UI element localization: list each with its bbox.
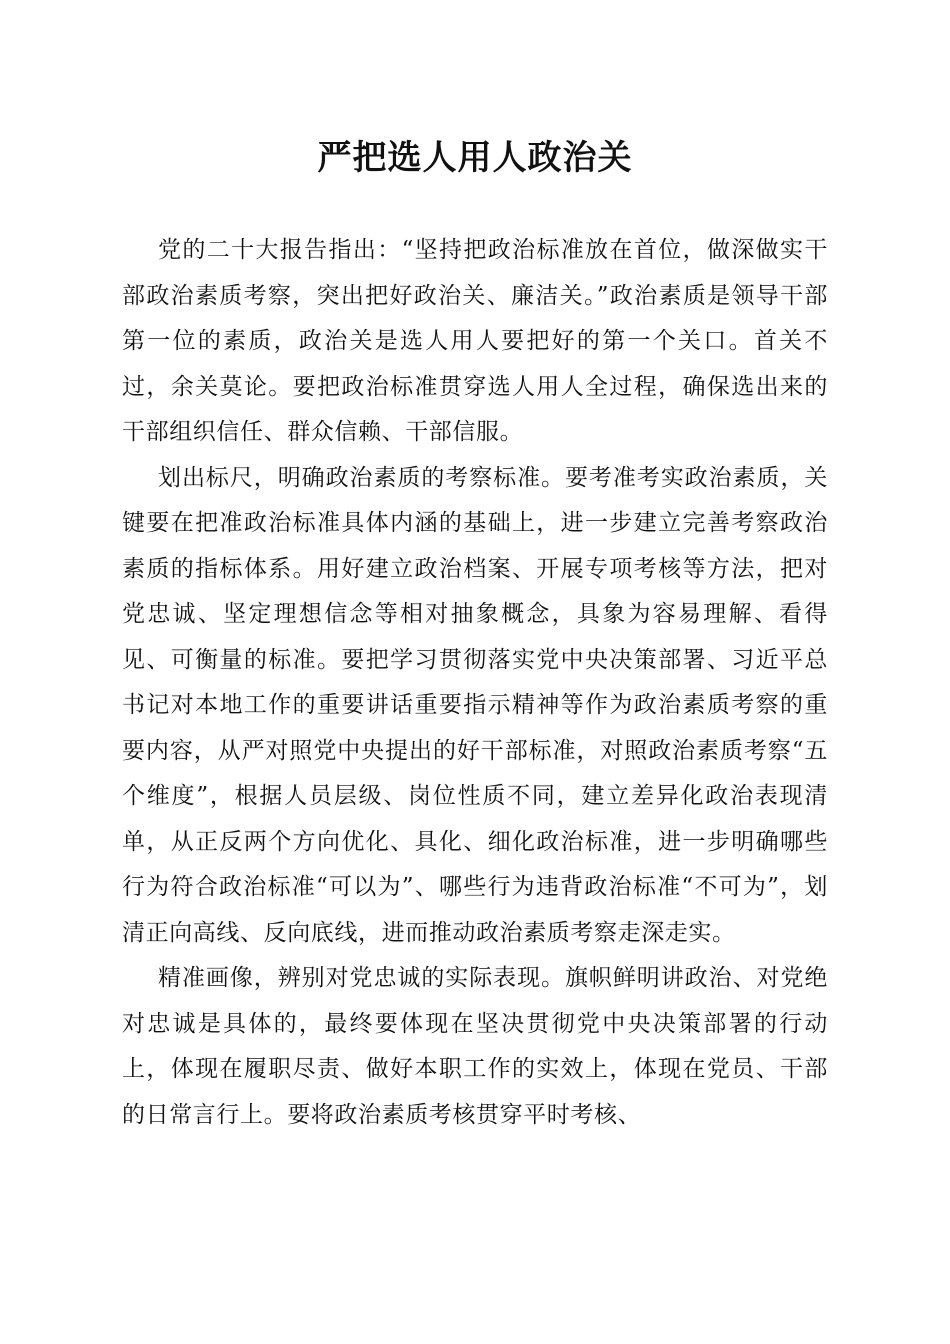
- paragraph-standards: 划出标尺，明确政治素质的考察标准。要考准考实政治素质，关键要在把准政治标准具体内涵的基础上，进一步建立完善考察政治素质的指标体系。用好建立政治档案、开展专项考核等方法，把对党忠诚、坚定理想信念等相对抽象概念，具象为容易理解、看得见、可衡量的标准。要把学习贯彻落实党中央决策部署、习近平总书记对本地工作的重要讲话重要指示精神等作为政治素质考察的重要内容，从严对照党中央提出的好干部标准，对照政治素质考察“五个维度”，根据人员层级、岗位性质不同，建立差异化政治表现清单，从正反两个方向优化、具化、细化政治标准，进一步明确哪些行为符合政治标准“可以为”、哪些行为违背政治标准“不可为”，划清正向高线、反向底线，进而推动政治素质考察走深走实。: [122, 464, 828, 946]
- document-body: [122, 228, 828, 1138]
- document-title: 严把选人用人政治关: [317, 138, 633, 178]
- paragraph-intro: 党的二十大报告指出：“坚持把政治标准放在首位，做深做实干部政治素质考察，突出把好政治关、廉洁关。”政治素质是领导干部第一位的素质，政治关是选人用人要把好的第一个关口。首关不过，余关莫论。要把政治标准贯穿选人用人全过程，确保选出来的干部组织信任、群众信赖、干部信服。: [122, 237, 828, 445]
- paragraph-loyalty: 精准画像，辨别对党忠诚的实际表现。旗帜鲜明讲政治、对党绝对忠诚是具体的，最终要体现在坚决贯彻党中央决策部署的行动上，体现在履职尽责、做好本职工作的实效上，体现在党员、干部的日常言行上。要将政治素质考核贯穿平时考核、: [122, 965, 828, 1128]
